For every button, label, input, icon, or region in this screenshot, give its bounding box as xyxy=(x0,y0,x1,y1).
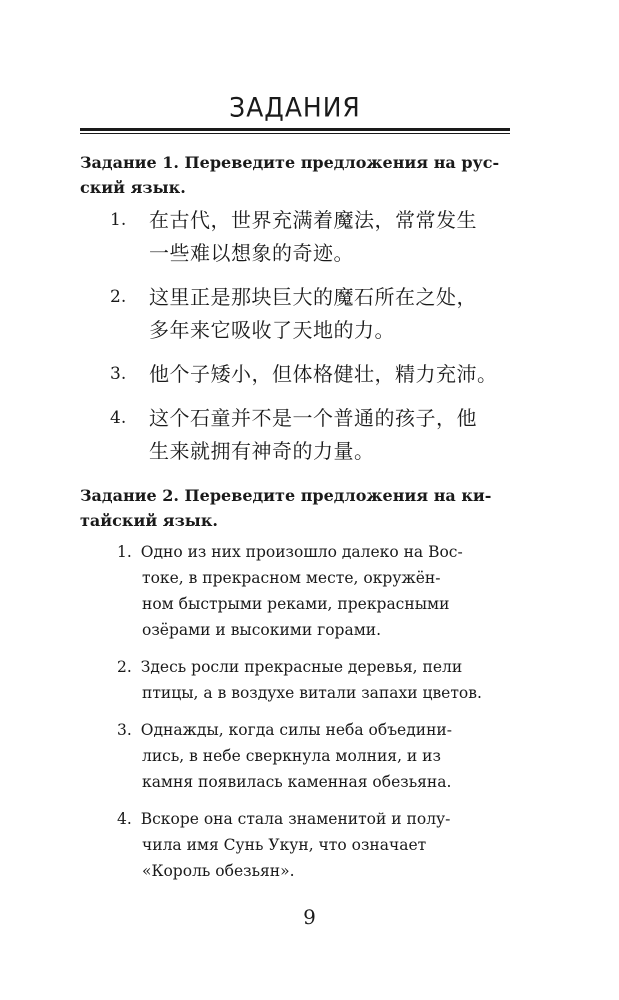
item-text xyxy=(149,358,504,391)
item-number: 1. xyxy=(110,210,127,230)
list-item xyxy=(80,402,512,468)
item-number: 1. xyxy=(117,543,132,561)
list-item xyxy=(80,204,512,270)
item-line: 多年来它吸收了天地的力。 xyxy=(149,318,395,342)
item-line: Одно из них произошло далеко на Вос- xyxy=(140,543,463,561)
list-item xyxy=(80,717,512,795)
item-line: 在古代，世界充满着魔法，常常发生 xyxy=(149,208,477,232)
item-line: 一些难以想象的奇迹。 xyxy=(149,241,354,265)
page-number: 9 xyxy=(303,905,316,929)
item-line: 这个石童并不是一个普通的孩子，他 xyxy=(149,406,477,430)
item-text xyxy=(149,281,504,347)
item-number: 4. xyxy=(110,408,127,428)
list-item xyxy=(80,358,512,391)
task-1-heading-line-2: ский язык. xyxy=(80,178,186,197)
item-line: 他个子矮小，但体格健壮，精力充沛。 xyxy=(149,362,498,386)
task-1-heading-line-1: Задание 1. Переведите предложения на рус- xyxy=(80,153,500,172)
item-line: чила имя Сунь Укун, что означает xyxy=(142,836,427,854)
item-line: Однажды, когда силы неба объедини- xyxy=(140,721,452,739)
item-number: 4. xyxy=(117,810,132,828)
item-line: ном быстрыми реками, прекрасными xyxy=(142,595,450,613)
item-line: Вскоре она стала знаменитой и полу- xyxy=(140,810,451,828)
item-number: 2. xyxy=(110,287,127,307)
item-line: Здесь росли прекрасные деревья, пели xyxy=(140,658,463,676)
header-rule-thick xyxy=(80,128,510,131)
item-line: 这里正是那块巨大的魔石所在之处， xyxy=(149,285,477,309)
item-line: «Король обезьян». xyxy=(142,862,295,880)
list-item xyxy=(80,539,512,643)
task-2 xyxy=(80,483,512,895)
item-number: 2. xyxy=(117,658,132,676)
item-text xyxy=(149,402,504,468)
item-line: 生来就拥有神奇的力量。 xyxy=(149,439,375,463)
item-number: 3. xyxy=(117,721,132,739)
list-item xyxy=(80,281,512,347)
item-line: птицы, а в воздухе витали запахи цветов. xyxy=(142,684,482,702)
item-line: токе, в прекрасном месте, окружён- xyxy=(142,569,441,587)
task-2-heading-line-1: Задание 2. Переведите предложения на ки- xyxy=(80,486,492,505)
section-header xyxy=(80,92,510,134)
header-rule-thin xyxy=(80,133,510,134)
task-1 xyxy=(80,150,512,479)
task-1-heading xyxy=(80,150,512,200)
section-title: ЗАДАНИЯ xyxy=(229,91,361,124)
item-text xyxy=(149,204,504,270)
task-1-list xyxy=(80,204,512,468)
task-2-list xyxy=(80,539,512,884)
task-2-heading xyxy=(80,483,512,533)
list-item xyxy=(80,806,512,884)
item-line: озёрами и высокими горами. xyxy=(142,621,382,639)
item-line: лись, в небе сверкнула молния, и из xyxy=(142,747,441,765)
task-2-heading-line-2: тайский язык. xyxy=(80,511,218,530)
list-item xyxy=(80,654,512,706)
item-line: камня появилась каменная обезьяна. xyxy=(142,773,452,791)
item-number: 3. xyxy=(110,364,127,384)
